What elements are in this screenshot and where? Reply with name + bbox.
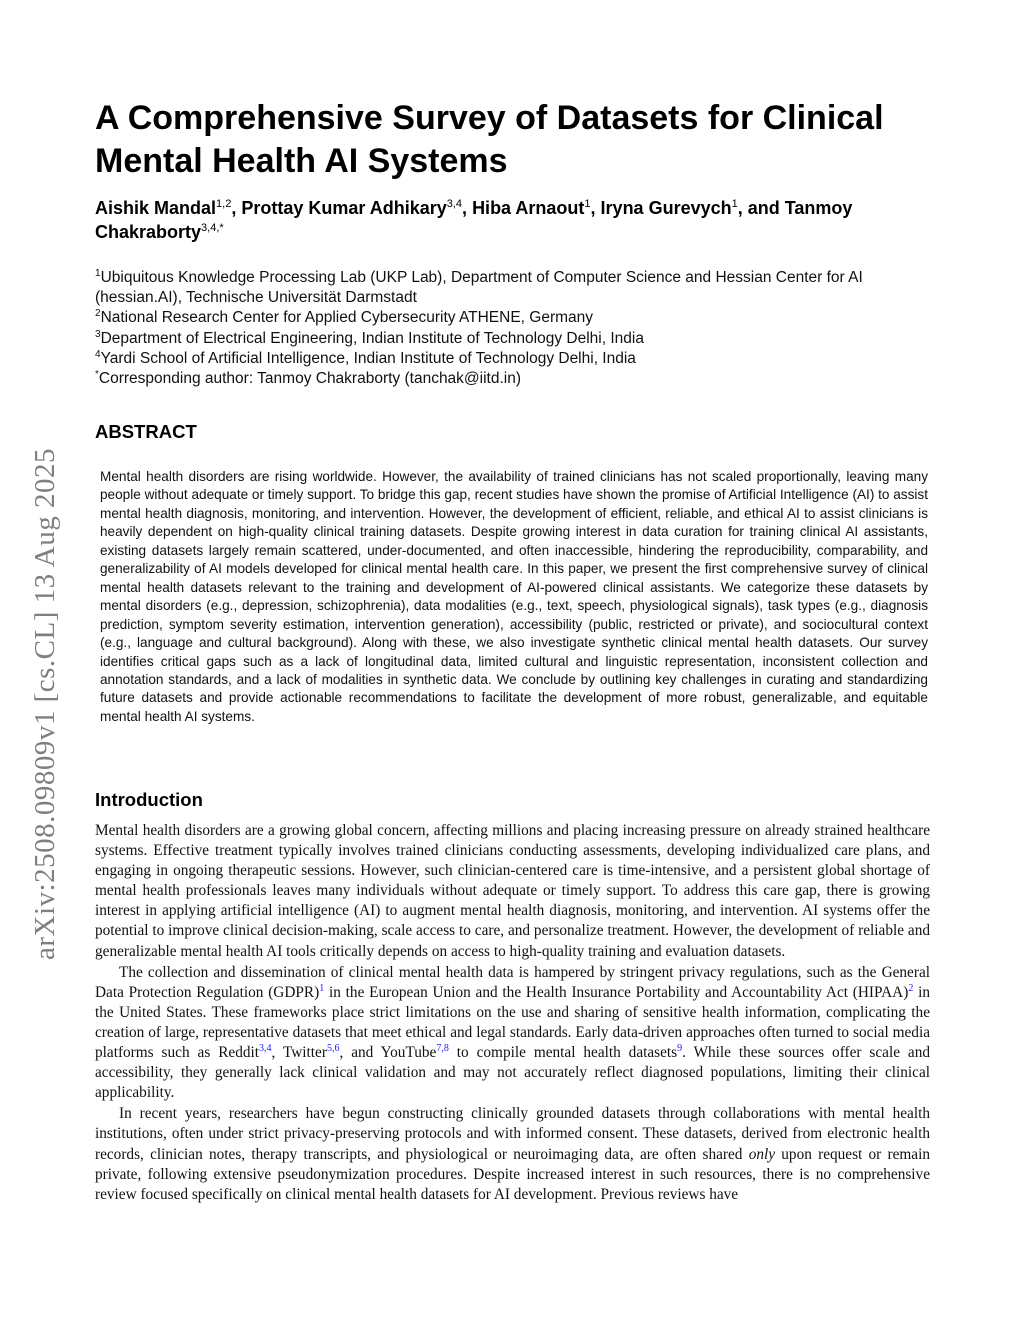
affiliation-text: Yardi School of Artificial Intelligence, Indian Institute of Technology Delhi, India	[100, 349, 636, 367]
author-name: Aishik Mandal	[95, 198, 217, 218]
paragraph-text: , Twitter	[271, 1044, 327, 1062]
author-affiliation-marker: 3,4	[446, 198, 463, 210]
author-affiliation-marker: 1	[731, 198, 738, 210]
affiliation-item	[95, 329, 935, 349]
author-name: Tanmoy Chakraborty	[95, 198, 853, 242]
abstract-heading: ABSTRACT	[95, 421, 197, 442]
author-affiliation-marker: 1	[584, 198, 591, 210]
affiliation-marker: 2	[95, 308, 101, 320]
author-name: Hiba Arnaout	[472, 198, 585, 218]
author-affiliation-marker: 1,2	[216, 198, 232, 210]
emphasis-only: only	[748, 1145, 776, 1163]
affiliation-marker: 4	[95, 348, 101, 360]
paragraph-text: The collection and dissemination of clinical mental health data is hampered by stringent privacy regulations, such as the General Data Protection Regulation (GDPR)	[95, 963, 930, 1001]
paper-title: A Comprehensive Survey of Datasets for Clinical Mental Health AI Systems	[95, 99, 884, 180]
paragraph-text: . While these sources offer scale and accessibility, they generally lack clinical validation and may not accurately reflect diagnosed populations, limiting their clinical applicability.	[95, 1044, 931, 1102]
introduction-paragraph-2	[95, 963, 930, 1104]
arxiv-identifier-stamp: arXiv:2508.09809v1 [cs.CL] 13 Aug 2025	[29, 448, 61, 960]
paragraph-text: to compile mental health datasets	[448, 1044, 678, 1062]
paragraph-text: In recent years, researchers have begun constructing clinically grounded datasets through collaborations with mental health institutions, often under strict privacy-preserving protocols and with informed consent. These datasets, derived from electronic health records, clinician notes, therapy transcripts, and physiological or neuroimaging data, are often shared	[95, 1105, 930, 1163]
paragraph-text: upon request or remain private, following extensive pseudonymization procedures. Despite increased interest in such resources, there is no comprehensive review focused specifically on clinical mental health datasets for AI development. Previous reviews have	[95, 1145, 930, 1203]
citation-ref-datasets[interactable]: 9	[677, 1043, 683, 1055]
introduction-heading: Introduction	[95, 789, 203, 810]
introduction-paragraph-1: Mental health disorders are a growing global concern, affecting millions and placing increasing pressure on already strained healthcare systems. Effective treatment typically involves trained clinicians conducting assessments, developing individualized care plans, and engaging in ongoing therapeutic sessions. However, such clinician-centered care is time-intensive, and a persistent global shortage of mental health professionals leaves many individuals without adequate or timely support. To address this care gap, there is growing interest in applying artificial intelligence (AI) to augment mental health diagnosis, monitoring, and intervention. AI systems offer the potential to improve clinical decision-making, scale access to care, and personalize treatment. However, the development of reliable and generalizable mental health AI tools critically depends on access to high-quality training and evaluation datasets.	[95, 822, 930, 960]
author-separator: , and	[737, 198, 785, 218]
citation-ref-youtube[interactable]: 7,8	[436, 1043, 449, 1055]
author-affiliation-marker: 3,4,*	[201, 222, 224, 234]
affiliation-item	[95, 369, 935, 389]
affiliation-marker: *	[95, 369, 99, 381]
author-name: Iryna Gurevych	[600, 198, 732, 218]
affiliation-item	[95, 268, 935, 308]
affiliation-text: National Research Center for Applied Cybersecurity ATHENE, Germany	[100, 309, 594, 327]
author-separator: ,	[462, 198, 473, 218]
affiliation-text: Corresponding author: Tanmoy Chakraborty (tanchak@iitd.in)	[98, 370, 522, 388]
paragraph-text: in the European Union and the Health Insurance Portability and Accountability Act (HIPAA)	[324, 983, 909, 1001]
citation-ref-reddit[interactable]: 3,4	[259, 1043, 272, 1055]
affiliation-text: Ubiquitous Knowledge Processing Lab (UKP Lab), Department of Computer Science and Hessian Center for AI (hessian.AI), Technische Universität Darmstadt	[95, 269, 863, 307]
paragraph-text: in the United States. These frameworks place strict limitations on the use and sharing of sensitive health information, complicating the creation of large, representative datasets that meet ethical and legal standards. Early data-driven approaches often turned to social media platforms such as Reddit	[95, 983, 930, 1062]
paragraph-text: , and YouTube	[339, 1044, 437, 1062]
author-separator: ,	[231, 198, 242, 218]
affiliation-text: Department of Electrical Engineering, Indian Institute of Technology Delhi, India	[100, 329, 644, 347]
author-name: Prottay Kumar Adhikary	[241, 198, 447, 218]
affiliation-marker: 3	[95, 328, 101, 340]
introduction-paragraph-3	[95, 1104, 930, 1204]
citation-ref-twitter[interactable]: 5,6	[326, 1043, 340, 1055]
affiliation-list	[95, 268, 935, 389]
abstract-text: Mental health disorders are rising worldwide. However, the availability of trained clinicians has not scaled proportionally, leaving many people without adequate or timely support. To bridge this gap, recent studies have shown the promise of Artificial Intelligence (AI) to assist mental health diagnosis, monitoring, and intervention. However, the development of efficient, reliable, and ethical AI to assist clinicians is heavily dependent on high-quality clinical training datasets. Despite growing interest in data curation for training clinical AI assistants, existing datasets largely remain scattered, under-documented, and often inaccessible, hindering the reproducibility, comparability, and generalizability of AI models developed for clinical mental health care. In this paper, we present the first comprehensive survey of clinical mental health datasets relevant to the training and development of AI-powered clinical assistants. We categorize these datasets by mental disorders (e.g., depression, schizophrenia), data modalities (e.g., text, speech, physiological signals), task types (e.g., diagnosis prediction, symptom severity estimation, intervention generation), accessibility (public, restricted or private), and sociocultural context (e.g., language and cultural background). Along with these, we also investigate synthetic clinical mental health datasets. Our survey identifies critical gaps such as a lack of longitudinal data, limited cultural and linguistic representation, inconsistent collection and annotation standards, and a lack of modalities in synthetic data. We conclude by outlining key challenges in curating and standardizing future datasets and provide actionable recommendations to facilitate the development of more robust, generalizable, and equitable mental health AI systems.	[100, 469, 928, 724]
footnote-ref-gdpr[interactable]: 1	[319, 982, 325, 994]
affiliation-item	[95, 349, 935, 369]
author-separator: ,	[590, 198, 601, 218]
introduction-body	[95, 821, 930, 1205]
footnote-ref-hipaa[interactable]: 2	[908, 982, 914, 994]
affiliation-marker: 1	[95, 268, 101, 279]
author-list	[95, 196, 935, 244]
affiliation-item	[95, 308, 935, 328]
